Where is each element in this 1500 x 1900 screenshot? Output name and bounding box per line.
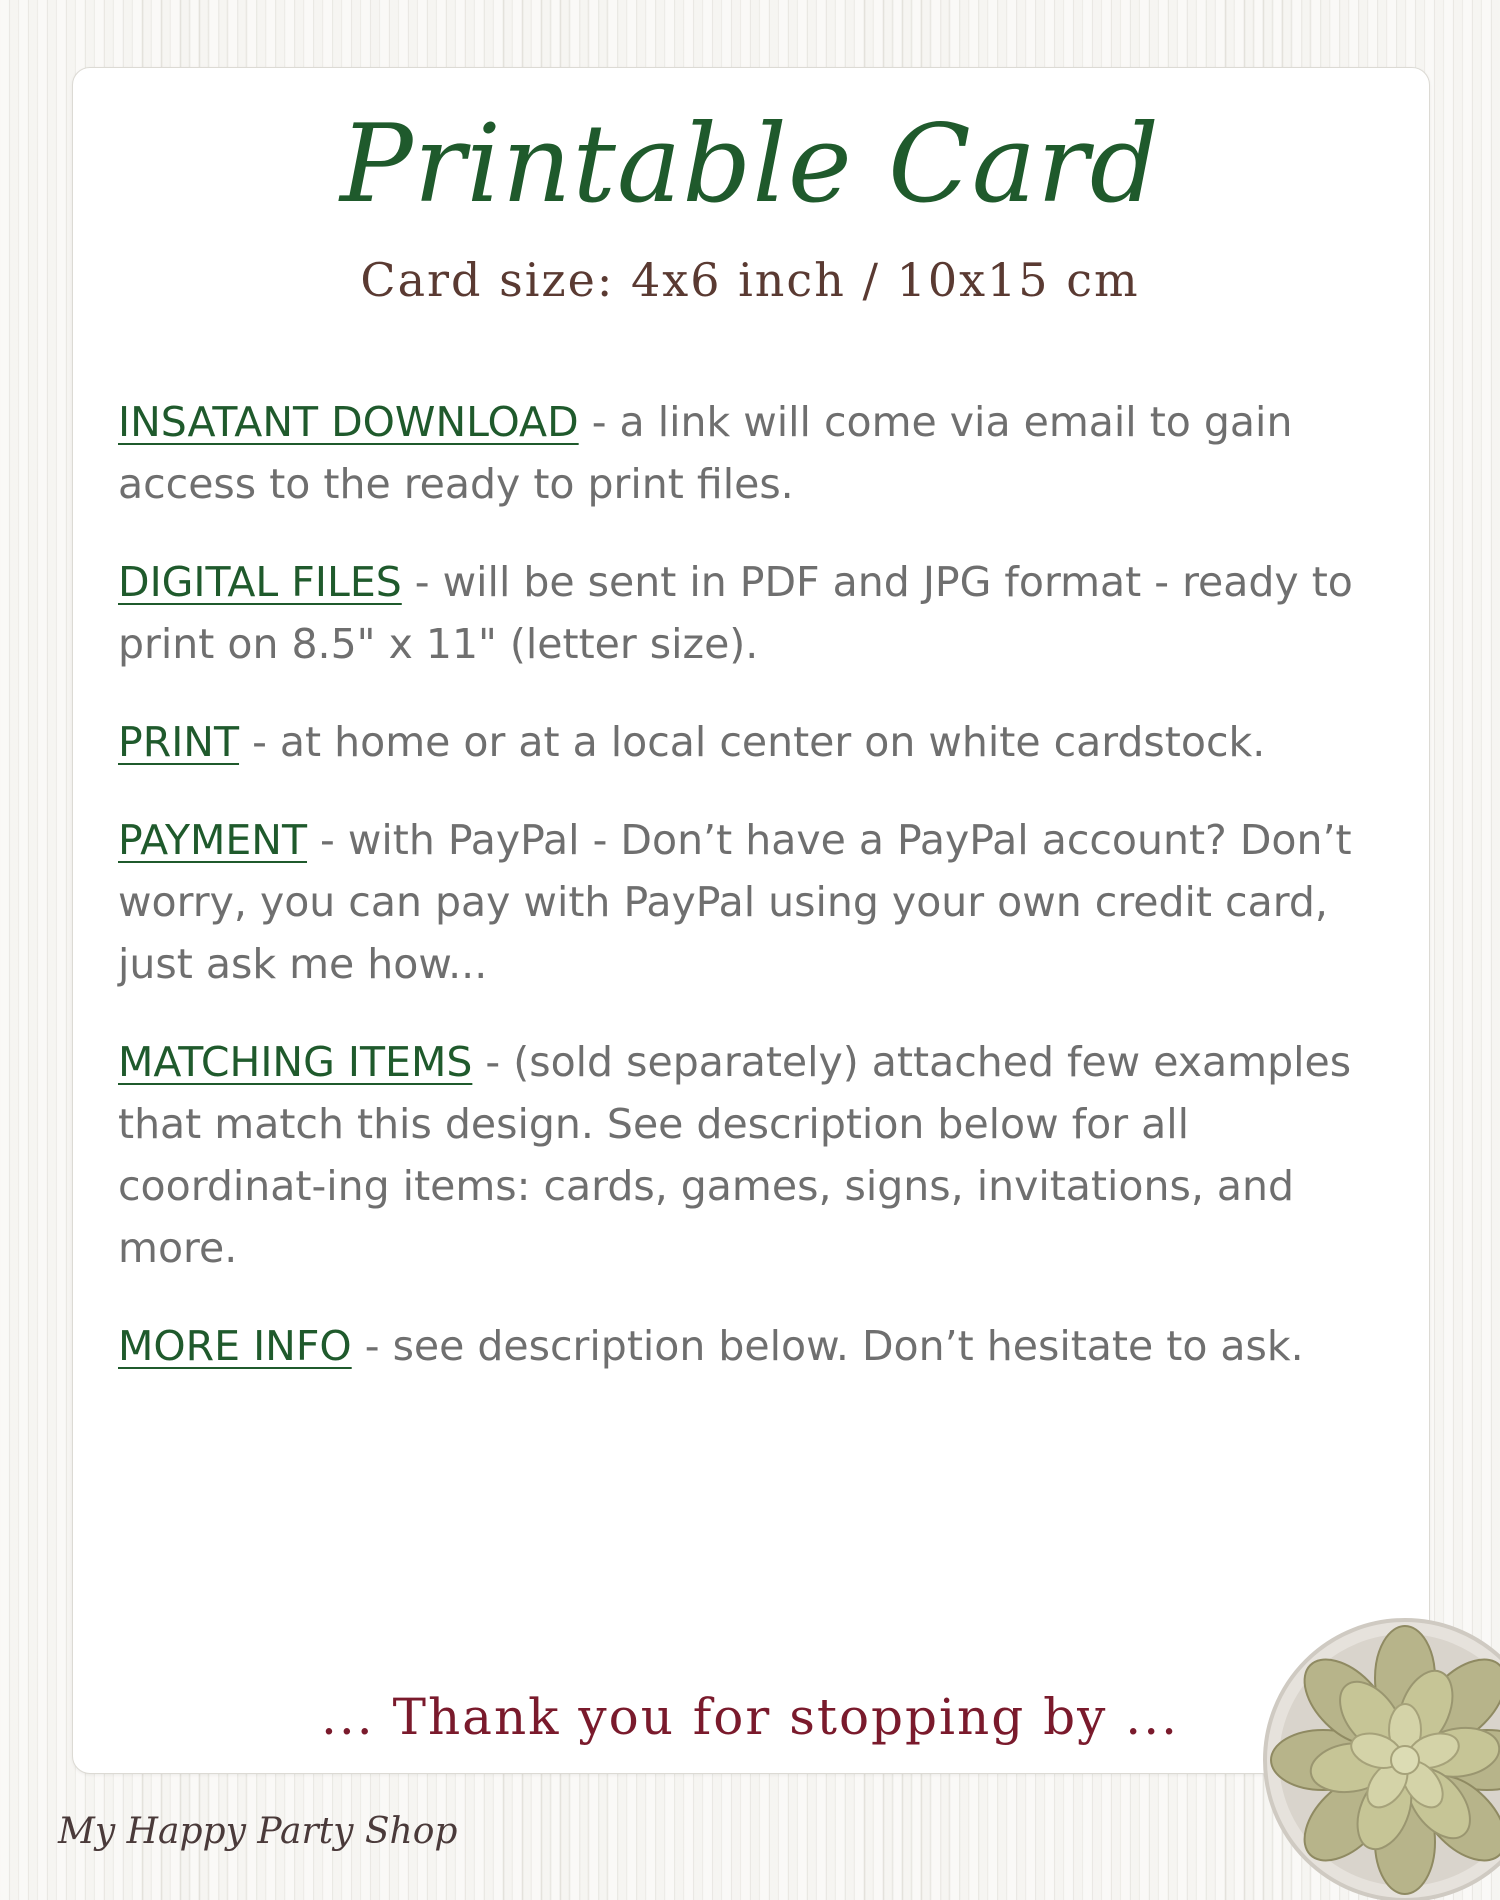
info-item-payment — [118, 809, 1393, 995]
info-item-text: - see description below. Don’t hesitate to ask. — [351, 1322, 1304, 1370]
info-item-text: - at home or at a local center on white cardstock. — [239, 718, 1266, 766]
info-item-key: PRINT — [118, 718, 240, 766]
info-item-key: PAYMENT — [118, 816, 308, 864]
page-title: Printable Card — [340, 102, 1160, 227]
info-item-key: MATCHING ITEMS — [118, 1038, 473, 1086]
info-item-key: INSATANT DOWNLOAD — [118, 398, 579, 446]
info-item-key: MORE INFO — [118, 1322, 352, 1370]
card-size-subtitle: Card size: 4x6 inch / 10x15 cm — [360, 253, 1140, 307]
info-item-text: - a link will come via email to gain access to the ready to print files. — [118, 398, 1293, 508]
shop-brand-signature: My Happy Party Shop — [58, 1811, 458, 1852]
succulent-plant-icon — [1255, 1610, 1500, 1900]
info-item-text: - with PayPal - Don’t have a PayPal account? Don’t worry, you can pay with PayPal using your own credit card, just ask me how... — [118, 816, 1352, 988]
info-item-matching-items — [118, 1031, 1393, 1279]
info-list — [118, 391, 1393, 1413]
info-item-text: - will be sent in PDF and JPG format - ready to print on 8.5" x 11" (letter size). — [118, 558, 1353, 668]
info-item-text: - (sold separately) attached few examples that match this design. See description below for all coordinat-ing items: cards, games, signs, invitations, and more. — [118, 1038, 1352, 1272]
info-item-instant-download — [118, 391, 1393, 515]
thank-you-message: ... Thank you for stopping by ... — [321, 1688, 1179, 1746]
info-item-more-info — [118, 1315, 1393, 1377]
info-item-print — [118, 711, 1393, 773]
info-item-key: DIGITAL FILES — [118, 558, 402, 606]
info-item-digital-files — [118, 551, 1393, 675]
